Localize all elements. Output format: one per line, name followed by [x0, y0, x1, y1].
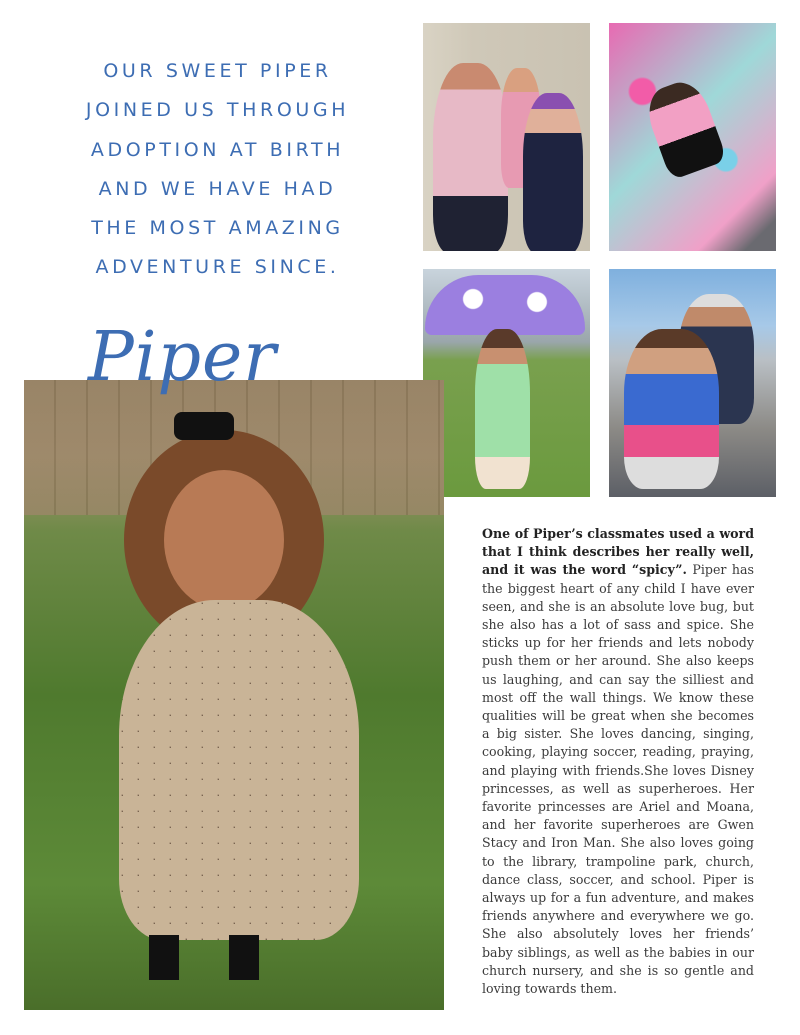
headline-line: OUR SWEET PIPER: [103, 60, 332, 82]
headline-line: THE MOST AMAZING: [91, 217, 344, 240]
piper-portrait-photo: [24, 380, 444, 1010]
headline-line: JOINED US THROUGH: [85, 99, 350, 122]
headline-line: AND WE HAVE HAD: [98, 177, 337, 200]
boat-photo: [609, 269, 776, 497]
body-paragraph: Piper has the biggest heart of any child I have ever seen, and she is an absolute love bug, but she also has a lot of sass and spice. She sticks up for her friends and lets nobody push them or her around. She also keeps us laughing, and can say the silliest and most off the wall things. We know these qualities will be great when she becomes a big sister. She loves dancing, singing, cooking, playing soccer, reading, praying, and playing with friends.She loves Disney princesses, as well as superheroes. Her favorite princesses are Ariel and Moana, and her favorite superheroes are Gwen Stacy and Iron Man. She also loves going to the library, trampoline park, church, dance class, soccer, and school. Piper is always up for a fun adventure, and makes friends anywhere and everywhere we go. She also absolutely loves her friends’ baby siblings, as well as the babies in our church nursery, and she is so gentle and loving towards them.: [482, 562, 755, 997]
headline: [60, 52, 375, 288]
ball-pit-photo: [609, 23, 776, 251]
body-text: [482, 525, 754, 998]
headline-line: ADOPTION AT BIRTH: [90, 138, 345, 161]
umbrella-photo: [418, 265, 595, 503]
body-lead: One of Piper’s classmates used a word that I think describes her really well, and it was the word “spicy”.: [482, 526, 754, 578]
family-photo: [423, 23, 590, 251]
piper-name-script: Piper: [88, 318, 277, 397]
headline-line: ADVENTURE SINCE.: [95, 256, 340, 279]
